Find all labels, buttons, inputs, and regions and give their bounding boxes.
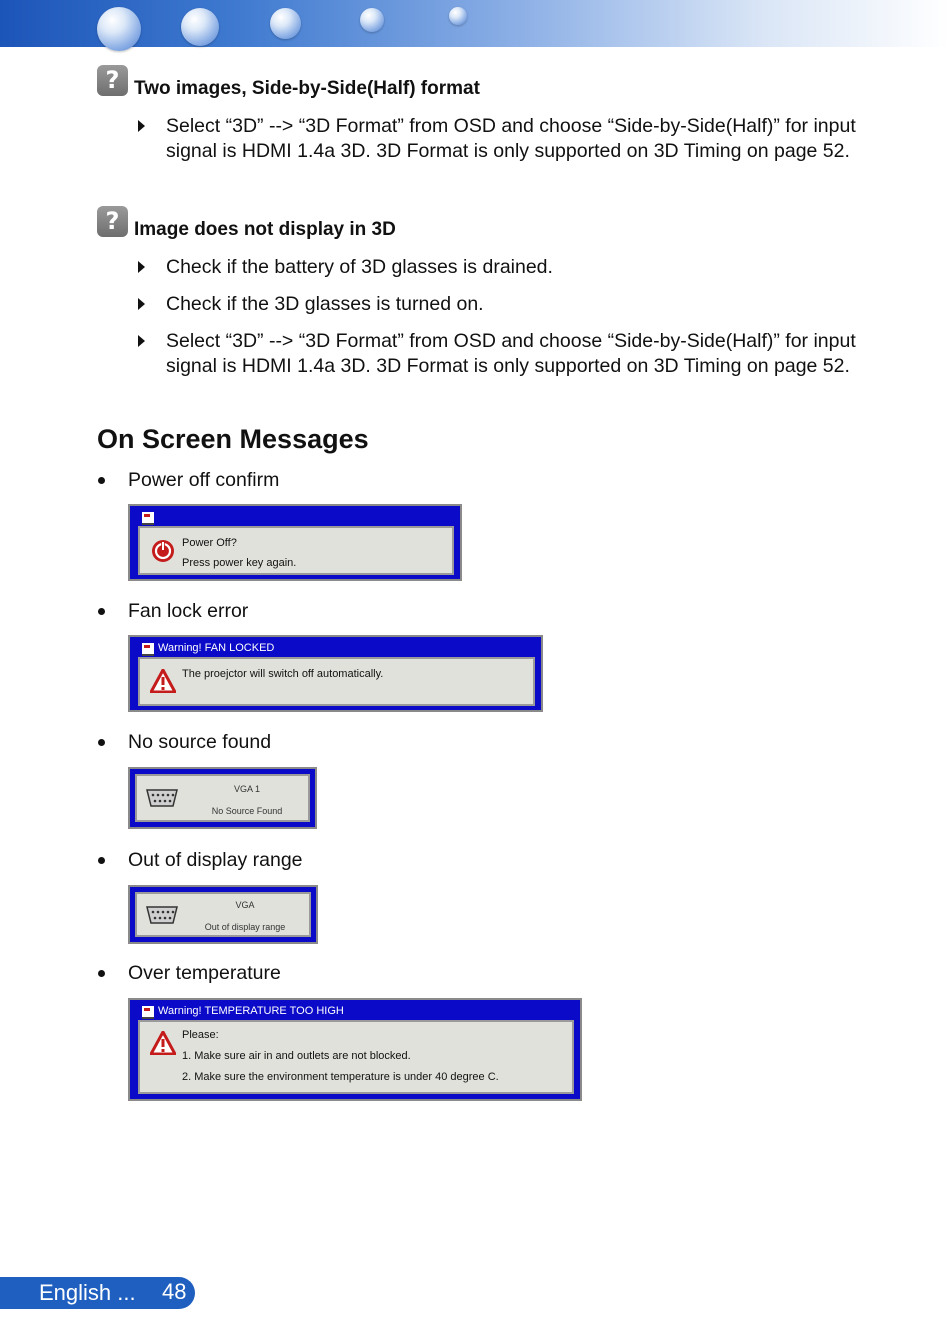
bullet-dot xyxy=(98,857,105,864)
osd-message-line: Please: xyxy=(182,1029,219,1041)
bullet-arrow-icon xyxy=(138,120,145,132)
osd-source-name: VGA xyxy=(235,900,255,910)
osd-title: Warning! TEMPERATURE TOO HIGH xyxy=(158,1005,344,1017)
osd-panel xyxy=(135,774,310,822)
question-icon: ? xyxy=(97,65,128,96)
osd-power-off xyxy=(128,504,462,581)
faq-question: Two images, Side-by-Side(Half) format xyxy=(134,78,480,99)
warning-icon xyxy=(150,669,176,693)
bullet-dot xyxy=(98,970,105,977)
question-icon: ? xyxy=(97,206,128,237)
warning-icon xyxy=(150,1031,176,1055)
projector-icon xyxy=(142,643,154,656)
osd-message-line: 1. Make sure air in and outlets are not blocked. xyxy=(182,1050,411,1062)
bullet-arrow-icon xyxy=(138,298,145,310)
banner-sphere-1 xyxy=(97,7,141,51)
osd-title: Warning! FAN LOCKED xyxy=(158,642,275,654)
message-label: Out of display range xyxy=(128,849,303,871)
osd-fan-locked xyxy=(128,635,543,712)
osd-no-source xyxy=(128,767,317,829)
message-label: Fan lock error xyxy=(128,600,249,622)
osd-panel xyxy=(138,657,535,706)
faq-answer: Select “3D” --> “3D Format” from OSD and choose “Side-by-Side(Half)” for input signal is HDMI 1.4a 3D. 3D Format is only supported on 3D Timing on page 52. xyxy=(166,115,856,162)
faq-answer: Select “3D” --> “3D Format” from OSD and choose “Side-by-Side(Half)” for input signal is HDMI 1.4a 3D. 3D Format is only supported on 3D Timing on page 52. xyxy=(166,330,856,377)
osd-message-line: The proejctor will switch off automatically. xyxy=(182,668,384,680)
osd-out-of-range xyxy=(128,885,318,944)
bullet-dot xyxy=(98,608,105,615)
osd-panel xyxy=(138,1020,574,1094)
osd-message-line: 2. Make sure the environment temperature is under 40 degree C. xyxy=(182,1071,499,1083)
projector-icon xyxy=(142,512,154,525)
osd-message-line: Press power key again. xyxy=(182,557,297,569)
faq-answer: Check if the battery of 3D glasses is drained. xyxy=(166,256,553,278)
osd-panel xyxy=(135,892,311,937)
banner-sphere-2 xyxy=(181,8,219,46)
osd-panel xyxy=(138,526,454,575)
osd-message-line: No Source Found xyxy=(211,806,283,816)
banner-sphere-3 xyxy=(270,8,301,39)
banner-sphere-4 xyxy=(360,8,384,32)
faq-question: Image does not display in 3D xyxy=(134,219,396,240)
header-banner xyxy=(0,0,950,47)
bullet-dot xyxy=(98,739,105,746)
banner-sphere-5 xyxy=(449,7,467,25)
bullet-arrow-icon xyxy=(138,335,145,347)
osd-over-temperature xyxy=(128,998,582,1101)
projector-icon xyxy=(142,1006,154,1019)
bullet-dot xyxy=(98,477,105,484)
message-label: No source found xyxy=(128,731,272,753)
bullet-arrow-icon xyxy=(138,261,145,273)
faq-answer: Check if the 3D glasses is turned on. xyxy=(166,293,484,315)
section-title: On Screen Messages xyxy=(97,424,369,454)
message-label: Power off confirm xyxy=(128,469,280,491)
message-label: Over temperature xyxy=(128,962,281,984)
footer-language: English ... xyxy=(39,1280,136,1305)
power-icon xyxy=(150,538,176,564)
page-number: 48 xyxy=(162,1279,187,1304)
osd-message-line: Power Off? xyxy=(182,537,237,549)
osd-message-line: Out of display range xyxy=(204,922,286,932)
osd-source-name: VGA 1 xyxy=(233,784,260,794)
